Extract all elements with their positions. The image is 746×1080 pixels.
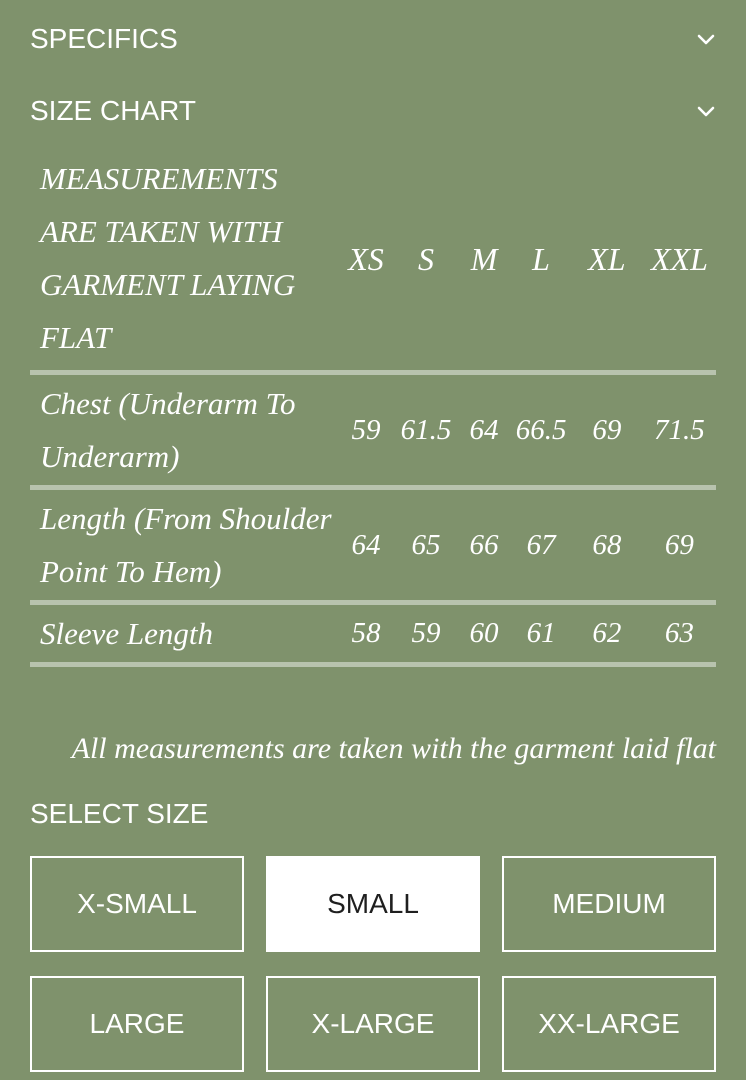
size-header-xs: XS (337, 152, 396, 373)
table-cell: 60 (457, 603, 512, 665)
size-button-small[interactable]: SMALL (266, 856, 480, 952)
table-cell: 63 (643, 603, 716, 665)
table-cell: 59 (337, 373, 396, 488)
table-cell: 59 (395, 603, 456, 665)
measurement-note-header: MEASUREMENTS ARE TAKEN WITH GARMENT LAYING FLAT (30, 152, 337, 373)
size-button-large[interactable]: LARGE (30, 976, 244, 1072)
chevron-down-icon[interactable] (696, 29, 716, 49)
table-row (30, 488, 716, 603)
row-label-chest: Chest (Underarm To Underarm) (30, 373, 337, 488)
table-cell: 64 (457, 373, 512, 488)
table-header-row (30, 152, 716, 373)
table-cell: 66 (457, 488, 512, 603)
table-cell: 69 (571, 373, 643, 488)
size-header-l: L (511, 152, 571, 373)
size-chart-title: SIZE CHART (30, 95, 196, 126)
row-label-sleeve: Sleeve Length (30, 603, 337, 665)
table-cell: 67 (511, 488, 571, 603)
size-button-medium[interactable]: MEDIUM (502, 856, 716, 952)
table-cell: 61 (511, 603, 571, 665)
table-row (30, 603, 716, 665)
measurement-note: All measurements are taken with the garment laid flat (71, 732, 716, 765)
size-header-s: S (395, 152, 456, 373)
table-cell: 58 (337, 603, 396, 665)
size-chart-accordion-header[interactable] (30, 90, 716, 132)
table-cell: 65 (395, 488, 456, 603)
size-button-xx-large[interactable]: XX-LARGE (502, 976, 716, 1072)
size-options-grid (30, 856, 716, 1072)
specifics-accordion-header[interactable] (30, 18, 716, 60)
table-cell: 66.5 (511, 373, 571, 488)
chevron-down-icon[interactable] (696, 101, 716, 121)
row-label-length: Length (From Shoulder Point To Hem) (30, 488, 337, 603)
table-cell: 61.5 (395, 373, 456, 488)
select-size-label: SELECT SIZE (30, 798, 209, 829)
size-header-xxl: XXL (643, 152, 716, 373)
table-cell: 68 (571, 488, 643, 603)
table-cell: 69 (643, 488, 716, 603)
table-row (30, 373, 716, 488)
specifics-title: SPECIFICS (30, 23, 178, 54)
size-header-xl: XL (571, 152, 643, 373)
size-header-m: M (457, 152, 512, 373)
size-chart-table (30, 152, 716, 667)
size-button-x-small[interactable]: X-SMALL (30, 856, 244, 952)
table-cell: 62 (571, 603, 643, 665)
table-cell: 64 (337, 488, 396, 603)
table-cell: 71.5 (643, 373, 716, 488)
size-button-x-large[interactable]: X-LARGE (266, 976, 480, 1072)
